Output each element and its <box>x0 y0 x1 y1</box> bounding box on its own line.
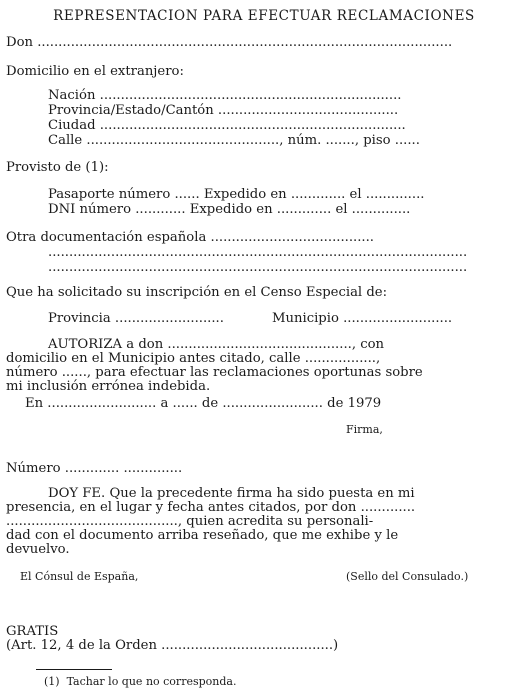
provincia-line: Provincia/Estado/Cantón ........................................... <box>48 103 399 118</box>
articulo-orden-line: (Art. 12, 4 de la Orden .........................................) <box>6 638 339 653</box>
calle-line: Calle .............................................., núm. ......., piso ...... <box>48 133 420 148</box>
consul-signature-label: El Cónsul de España, <box>20 570 139 583</box>
dni-line: DNI número ............ Expedido en ............. el .............. <box>48 202 411 217</box>
domicilio-heading: Domicilio en el extranjero: <box>6 64 184 79</box>
footnote: (1) Tachar lo que no corresponda. <box>44 675 237 688</box>
en-fecha-line: En .......................... a ...... de ........................ de 1979 <box>25 396 382 411</box>
doy-fe-line-1: DOY FE. Que la precedente firma ha sido puesta en mi <box>48 486 415 501</box>
doy-fe-line-4: dad con el documento arriba reseñado, que me exhibe y le <box>6 528 399 543</box>
solicitado-line: Que ha solicitado su inscripción en el Censo Especial de: <box>6 285 388 300</box>
otra-documentacion-line: Otra documentación española ....................................... <box>6 230 374 245</box>
municipio-field: Municipio .......................... <box>272 311 453 326</box>
doy-fe-line-2: presencia, en el lugar y fecha antes citados, por don ............. <box>6 500 416 515</box>
sello-consulado-label: (Sello del Consulado.) <box>346 570 469 583</box>
numero-line: Número ............. .............. <box>6 461 183 476</box>
otra-documentacion-line-3: .................................................................................................... <box>48 260 468 275</box>
footnote-divider <box>36 669 112 670</box>
provisto-heading: Provisto de (1): <box>6 160 109 175</box>
don-line: Don ................................................................................................... <box>6 35 453 50</box>
provincia-field: Provincia .......................... <box>48 311 224 326</box>
gratis-label: GRATIS <box>6 624 59 639</box>
nacion-line: Nación ........................................................................ <box>48 88 402 103</box>
autoriza-line-2: domicilio en el Municipio antes citado, calle ................., <box>6 351 381 366</box>
doy-fe-line-5: devuelvo. <box>6 542 70 557</box>
form-title: REPRESENTACION PARA EFECTUAR RECLAMACIONES <box>53 8 475 24</box>
otra-documentacion-line-2: .................................................................................................... <box>48 245 468 260</box>
autoriza-line-1: AUTORIZA a don ............................................, con <box>48 337 385 352</box>
ciudad-line: Ciudad ......................................................................... <box>48 118 406 133</box>
pasaporte-line: Pasaporte número ...... Expedido en ............. el .............. <box>48 187 425 202</box>
firma-label: Firma, <box>346 423 383 436</box>
autoriza-line-3: número ......, para efectuar las reclamaciones oportunas sobre <box>6 365 423 380</box>
autoriza-line-4: mi inclusión errónea indebida. <box>6 379 211 394</box>
doy-fe-line-3: ........................................., quien acredita su personali- <box>6 514 374 529</box>
